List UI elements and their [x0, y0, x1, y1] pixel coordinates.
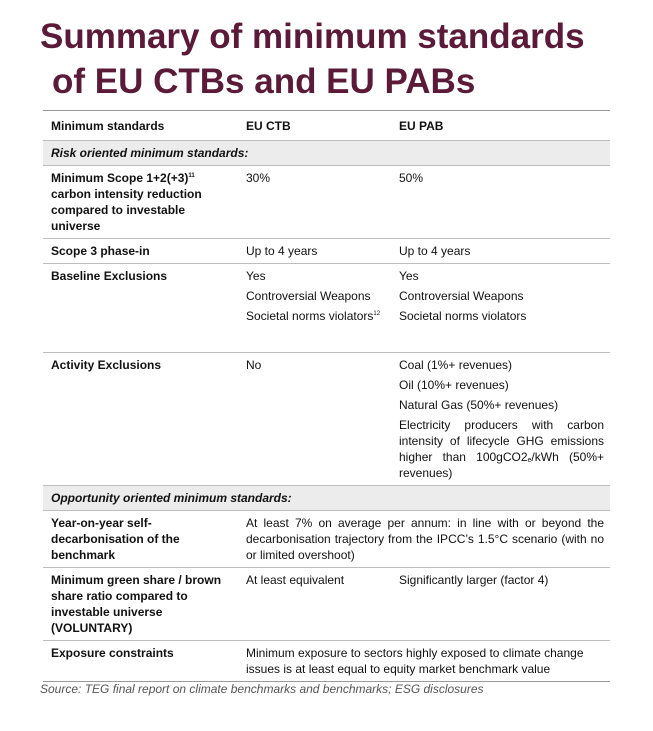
baseline-ctb-item: Controversial Weapons [246, 289, 371, 303]
row-label-exposure: Exposure constraints [43, 641, 238, 682]
table-row [43, 353, 610, 486]
activity-pab-item: Natural Gas (50%+ revenues) [399, 398, 559, 412]
standards-table [43, 110, 610, 682]
cell-green-ctb: At least equivalent [238, 568, 391, 641]
section-row-risk [43, 141, 610, 166]
scope12-label-rest: carbon intensity reduction compared to investable universe [51, 187, 202, 233]
cell-activity-pab [391, 353, 610, 486]
row-label-scope3: Scope 3 phase-in [43, 239, 238, 264]
table-row [43, 511, 610, 568]
cell-scope3-pab: Up to 4 years [391, 239, 610, 264]
section-opportunity-label: Opportunity oriented minimum standards: [43, 486, 610, 511]
header-eu-ctb: EU CTB [238, 111, 391, 141]
title-line-2: of EU CTBs and EU PABs [52, 62, 476, 101]
title-line-1: Summary of minimum standards [40, 17, 585, 56]
cell-green-pab: Significantly larger (factor 4) [391, 568, 610, 641]
cell-yoy-both: At least 7% on average per annum: in line with or beyond the decarbonisation trajectory from the IPCC’s 1.5°C scenario (with no or limited overshoot) [238, 511, 610, 568]
electricity-text-end: /kWh (50%+ revenues) [399, 450, 604, 480]
cell-exposure-both: Minimum exposure to sectors highly exposed to climate change issues is at least equal to equity market benchmark value [238, 641, 610, 682]
subscript-e: e [527, 457, 532, 464]
electricity-text: Electricity producers with carbon intensity of lifecycle GHG emissions higher than 100gCO2 [399, 418, 604, 464]
baseline-pab-item: Yes [399, 269, 419, 283]
table-row [43, 641, 610, 682]
table-row [43, 568, 610, 641]
page-title [40, 14, 640, 104]
cell-activity-ctb: No [238, 353, 391, 486]
row-label-baseline: Baseline Exclusions [43, 264, 238, 353]
cell-scope12-pab: 50% [391, 166, 610, 239]
header-eu-pab: EU PAB [391, 111, 610, 141]
activity-pab-item: Coal (1%+ revenues) [399, 358, 513, 372]
footnote-marker: 11 [188, 173, 195, 179]
activity-pab-item: Oil (10%+ revenues) [399, 378, 509, 392]
baseline-ctb-item: Yes [246, 269, 266, 283]
table-header-row [43, 111, 610, 141]
row-label-activity: Activity Exclusions [43, 353, 238, 486]
baseline-ctb-item-last [246, 308, 385, 324]
cell-scope3-ctb: Up to 4 years [238, 239, 391, 264]
cell-scope12-ctb: 30% [238, 166, 391, 239]
table-row [43, 166, 610, 239]
scope12-label-main: Minimum Scope 1+2(+3) [51, 171, 189, 185]
row-label-green: Minimum green share / brown share ratio compared to investable universe (VOLUNTARY) [43, 568, 238, 641]
row-label-scope12 [43, 166, 238, 239]
cell-baseline-pab [391, 264, 610, 353]
table-row [43, 239, 610, 264]
source-note: Source: TEG final report on climate benchmarks and benchmarks; ESG disclosures [40, 682, 484, 696]
cell-baseline-ctb [238, 264, 391, 353]
baseline-pab-item: Controversial Weapons [399, 289, 524, 303]
section-risk-label: Risk oriented minimum standards: [43, 141, 610, 166]
baseline-ctb-text: Societal norms violators [246, 309, 374, 323]
baseline-pab-item: Societal norms violators [399, 309, 527, 323]
table-row [43, 264, 610, 353]
footnote-marker: 12 [373, 311, 381, 317]
header-minimum-standards: Minimum standards [43, 111, 238, 141]
section-row-opportunity [43, 486, 610, 511]
activity-pab-electricity [399, 417, 604, 481]
row-label-yoy: Year-on-year self-decarbonisation of the benchmark [43, 511, 238, 568]
